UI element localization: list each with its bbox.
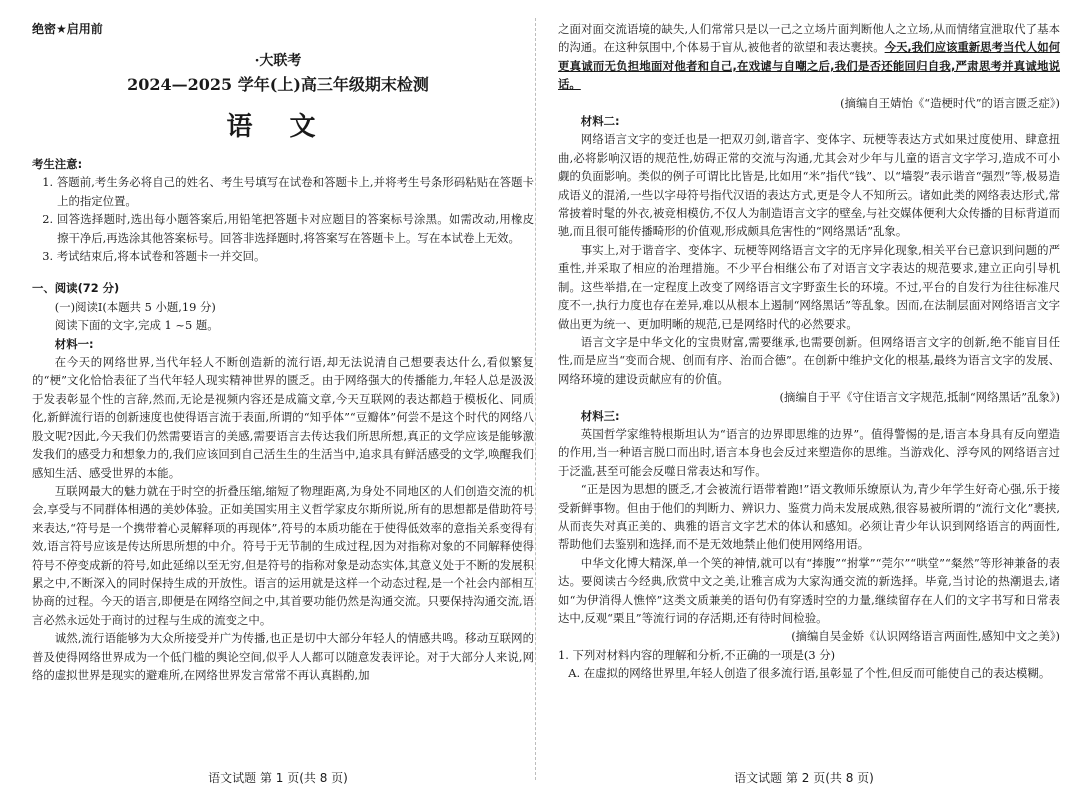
exam-union: ·大联考: [254, 53, 302, 69]
notice-item-3: 3. 考试结束后,将本试卷和答题卡一并交回。: [42, 249, 266, 264]
material-1-continuation: [558, 20, 1060, 94]
material-1-cont-text: 之面对面交流语境的缺失,人们常常只是以一己之立场片面判断他人之立场,从而情绪宣泄取代了基本的沟通。在这种氛围中,个体易于盲从,被他者的欲望和表达裹挟。: [558, 22, 1060, 55]
page-1-footer: 语文试题 第 1 页(共 8 页): [208, 771, 348, 785]
material-2-paragraph: 事实上,对于谐音字、变体字、玩梗等网络语言文字的无序异化现象,相关平台已意识到问题的严重性,并采取了相应的治理措施。不少平台相继公布了对语言文字表达的规范要求,建立正向引导机制。这些举措,在一定程度上改变了网络语言文字野蛮生长的环境。不过,平台的自发行为往往标准尺度不一,执行力度也存在差异,难以从根本上遏制“网络黑话”等乱象。因而,在法制层面对网络语言文字做出更为统一、更加明晰的规范,已是网络时代的必然要求。: [558, 242, 1060, 331]
material-2-paragraph: 网络语言文字的变迁也是一把双刃剑,谐音字、变体字、玩梗等表达方式如果过度使用、肆意扭曲,必将影响汉语的规范性,妨碍正常的交流与沟通,尤其会对少年与儿童的语言文字学习,造成不可小觑的负面影响。类似的例子可谓比比皆是,比如用“米”指代“钱”、以“墙裂”表示谐音“强烈”等,极易造成语义的混淆,一些以字母符号指代汉语的表达方式,更是令人不知所云。诸如此类的网络表达形式,常常披着时髦的外衣,被竞相模仿,不仅人为制造语言文字的壁垒,与社交媒体便利大众传播的目标背道而驰,而且很可能传播畸形的价值观,形成颇具危害性的“网络黑话”乱象。: [558, 132, 1060, 239]
material-3-paragraph: 英国哲学家维特根斯坦认为“语言的边界即思维的边界”。值得警惕的是,语言本身具有反向塑造的作用,当一种语言脱口而出时,语言本身也会反过来塑造你的思维。当游戏化、浮夸风的网络语言过于泛滥,甚至可能会反噬日常表达和写作。: [558, 426, 1060, 478]
page-2: [544, 0, 1064, 800]
question-1-option-a: A. 在虚拟的网络世界里,年轻人创造了很多流行语,虽彰显了个性,但反而可能使自己的表达模糊。: [568, 666, 1051, 681]
material-1-source: (摘编自王婧怡《“造梗时代”的语言匮乏症》): [840, 95, 1060, 110]
material-2-label: 材料二:: [580, 114, 620, 129]
material-1-paragraph: 互联网最大的魅力就在于时空的折叠压缩,缩短了物理距离,为身处不同地区的人们创造交流的机会,享受与不同群体相遇的美妙体验。正如美国实用主义哲学家皮尔斯所说,所有的思想都是借助符号来表达,“符号是一个携带着心灵解释项的再现体”,符号的本质功能在于使得低效率的意指关系变得有效,语言符号应该是传达所思所想的中介。符号于无节制的生成过程,因为对指称对象的不同解释使得符号不停变成新的符号,如此延绵以至无穷,但是符号的指称对象是动态实体,其意义处于不断的发展积累之中,不断深入的同时保持生成的开放性。语言的运用就是这样一个动态过程,是一个社会内部相互协商的过程。今天的语言,即便是在网络空间之中,其首要功能仍然是沟通交流。只要保持沟通交流,语言必然永远处于商讨的过程与生成的流变之中。: [32, 483, 534, 627]
notice-item-1: 1. 答题前,考生务必将自己的姓名、考生号填写在试卷和答题卡上,并将考生号条形码粘贴在答题卡上的指定位置。: [42, 175, 534, 208]
material-3-paragraph: 中华文化博大精深,单一个笑的神情,就可以有“捧腹”“拊掌”“莞尔”“哄堂”“粲然”等形神兼备的表达。要阅读古今经典,欣赏中文之美,让雅言成为大家沟通交流的新选择。毕竟,当讨论的热潮退去,诸如“为伊消得人憔悴”这类文质兼美的语句仍有穿透时空的力量,继续留存在人们的文字书写和日常表达中,反观“栗且”等流行词的存活期,还有待时间检验。: [558, 555, 1060, 625]
page-2-body: [558, 20, 1060, 683]
material-1-underlined-text: 今天,我们应该重新思考当代人如何更真诚而无负担地面对他者和自己,在戏谑与自嘲之后,我们是否还能回归自我,严肃思考并真诚地说话。: [558, 40, 1061, 92]
material-1-paragraph: 诚然,流行语能够为大众所接受并广为传播,也正是切中大部分年轻人的情感共鸣。移动互联网的普及使得网络世界成为一个低门槛的舆论空间,似乎人人都可以随意发表评论。对于大部分人来说,网络的虚拟世界是现实的避难所,在网络世界发言常常不再认真斟酌,加: [32, 631, 534, 682]
page-1: [18, 0, 538, 800]
secret-label: 绝密★启用前: [32, 22, 103, 36]
question-1-stem: 1. 下列对材料内容的理解和分析,不正确的一项是(3 分): [558, 647, 836, 662]
material-1-paragraph: 在今天的网络世界,当代年轻人不断创造新的流行语,却无法说清自己想要表达什么,看似繁复的“梗”文化恰恰表征了当代年轻人现实精神世界的匮乏。由于网络强大的传播能力,年轻人总是汲汲于发表彰显个性的言辞,然而,无论是视频内容还是成篇文章,今天互联网的表达都趋于模板化、同质化,新鲜流行语的创新速度也使得语言流于表面,所谓的“知乎体”“豆瓣体”何尝不是这个时代的网络八股文呢?因此,今天我们仍然需要语言的美感,需要语言去传达我们所思所想,真正的文学应该是能够激发我们的感受力和想象力的,我们应该回到自己活生生的生活当中,追求具有鲜活感受的文学,唤醒我们感知生活、感受世界的本能。: [32, 355, 534, 480]
material-1-label: 材料一:: [54, 336, 94, 351]
section-instruction: 阅读下面的文字,完成 1 ~5 题。: [54, 318, 219, 333]
subject-title: 语 文: [226, 112, 330, 142]
section-title: 一、阅读(72 分): [32, 281, 120, 296]
notice-title: 考生注意:: [32, 157, 83, 171]
section-sub: (一)阅读Ⅰ(本题共 5 小题,19 分): [54, 299, 216, 314]
exam-title: 2024—2025 学年(上)高三年级期末检测: [127, 75, 429, 94]
material-2-paragraph: 语言文字是中华文化的宝贵财富,需要继承,也需要创新。但网络语言文字的创新,绝不能盲目任性,而是应当“变而合规、创而有序、治而合德”。在创新中维护文化的根基,最终为语言文字的发展、网络环境的建设贡献应有的价值。: [558, 334, 1060, 386]
material-3-source: (摘编自吴金娇《认识网络语言两面性,感知中文之美》): [791, 629, 1060, 644]
material-2-source: (摘编自于平《守住语言文字规范,抵制“网络黑话”乱象》): [779, 390, 1060, 405]
notice-item-2: 2. 回答选择题时,选出每小题答案后,用铅笔把答题卡对应题目的答案标号涂黑。如需改动,用橡皮擦干净后,再选涂其他答案标号。回答非选择题时,将答案写在答题卡上。写在本试卷上无效。: [42, 212, 534, 245]
page-2-footer: 语文试题 第 2 页(共 8 页): [734, 771, 874, 785]
material-3-label: 材料三:: [580, 408, 620, 423]
material-3-paragraph: “正是因为思想的匮乏,才会被流行语带着跑!”语文教师乐缭原认为,青少年学生好奇心强,乐于接受新鲜事物。但由于他们的判断力、辨识力、鉴赏力尚未发展成熟,很容易被所谓的“流行文化”裹挟,从而丧失对真正美的、典雅的语言文字艺术的体认和感知。必须让青少年认识到网络语言的两面性,帮助他们去鉴别和选择,而不是无效地禁止他们使用网络用语。: [558, 482, 1060, 552]
page-1-body: [32, 155, 534, 684]
